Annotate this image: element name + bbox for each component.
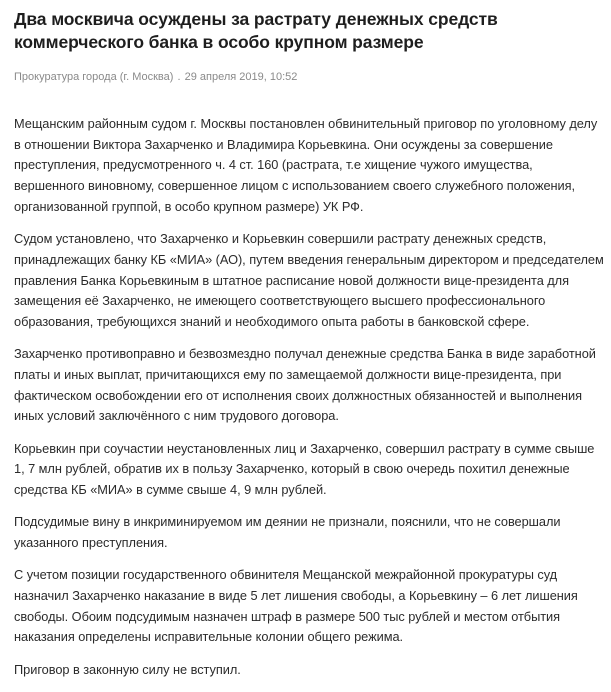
paragraph-findings: Судом установлено, что Захарченко и Корьевкин совершили растрату денежных средств, принадлежащих банку КБ «МИА» (АО), путем введения генеральным директором и председателем правления Банка Корьевкиным в штатное расписание новой должности вице-президента для замещения её Захарченко, не имеющего соответствующего высшего профессионального образования, требующихся знаний и необходимого опыта работы в банковской сфере. [14, 231, 604, 329]
article-title: Два москвича осуждены за растрату денежных средств коммерческого банка в особо крупном размере [14, 9, 498, 52]
paragraph-sentence: С учетом позиции государственного обвинителя Мещанской межрайонной прокуратуры суд назначил Захарченко наказание в виде 5 лет лишения свободы, а Корьевкину – 6 лет лишения свободы. Обоим подсудимым назначен штраф в размере 500 тыс рублей и местом отбытия наказания определены исправительные колонии общего режима. [14, 567, 578, 645]
article-meta [14, 70, 604, 84]
paragraph-plea: Подсудимые вину в инкриминируемом им деянии не признали, пояснили, что не совершали указанного преступления. [14, 514, 561, 551]
article-date: 29 апреля 2019, 10:52 [184, 71, 298, 83]
paragraph-verdict: Мещанским районным судом г. Москвы постановлен обвинительный приговор по уголовному делу в отношении Виктора Захарченко и Владимира Корьевкина. Они осуждены за совершение преступления, предусмотренного ч. 4 ст. 160 (растрата, т.е хищение чужого имущества, вершенного виновному, совершенное лицом с использованием своего служебного положения, организованной группой, в особо крупном размере) УК РФ. [14, 116, 598, 214]
article [14, 8, 604, 692]
article-source[interactable]: Прокуратура города (г. Москва) [14, 71, 174, 83]
article-body [14, 114, 604, 680]
paragraph-salary: Захарченко противоправно и безвозмездно получал денежные средства Банка в виде заработной платы и иных выплат, причитающихся ему по замещаемой должности вице-президента, при фактическом освобождении его от исполнения своих должностных обязанностей и выполнения иных условий заключённого с ним трудового договора. [14, 346, 596, 424]
paragraph-status: Приговор в законную силу не вступил. [14, 661, 241, 677]
meta-separator: . [177, 71, 181, 83]
paragraph-amounts: Корьевкин при соучастии неустановленных лиц и Захарченко, совершил растрату в сумме свыше 1, 7 млн рублей, обратив их в пользу Захарченко, который в свою очередь похитил денежные средства КБ «МИА» в сумме свыше 4, 9 млн рублей. [14, 440, 595, 498]
